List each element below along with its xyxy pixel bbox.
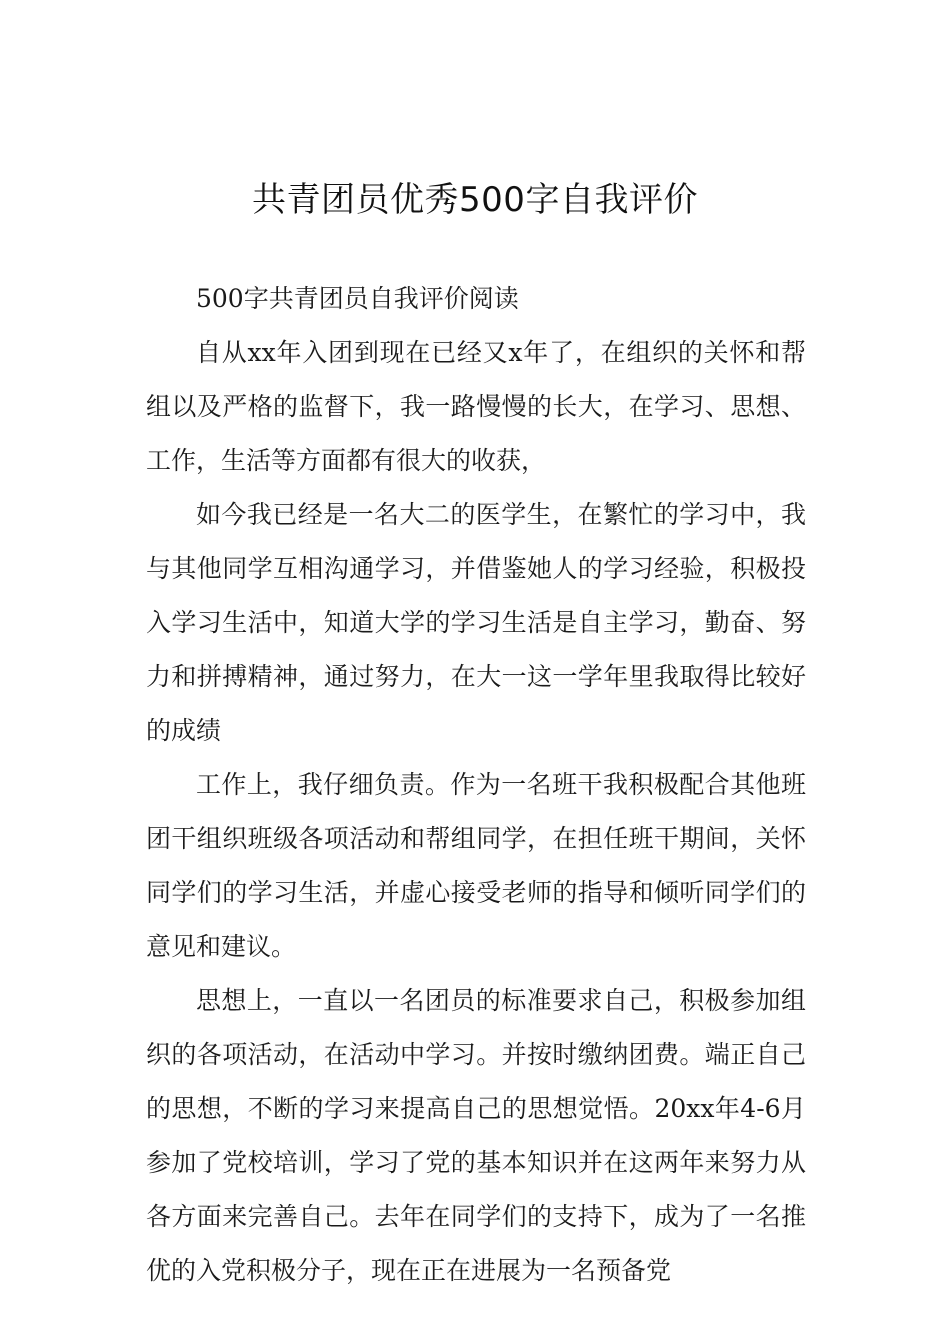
document-body [146,272,806,1298]
paragraph-intro: 自从xx年入团到现在已经又x年了，在组织的关怀和帮组以及严格的监督下，我一路慢慢的长大，在学习、思想、工作，生活等方面都有很大的收获， [146,338,806,475]
paragraph-work: 工作上，我仔细负责。作为一名班干我积极配合其他班团干组织班级各项活动和帮组同学，在担任班干期间，关怀同学们的学习生活，并虚心接受老师的指导和倾听同学们的意见和建议。 [146,770,806,961]
paragraph-subtitle: 500字共青团员自我评价阅读 [196,284,519,313]
document-title: 共青团员优秀500字自我评价 [252,180,698,220]
paragraph-study: 如今我已经是一名大二的医学生，在繁忙的学习中，我与其他同学互相沟通学习，并借鉴她人的学习经验，积极投入学习生活中，知道大学的学习生活是自主学习，勤奋、努力和拼搏精神，通过努力，在大一这一学年里我取得比较好的成绩 [146,500,806,745]
paragraph-thought: 思想上，一直以一名团员的标准要求自己，积极参加组织的各项活动，在活动中学习。并按时缴纳团费。端正自己的思想，不断的学习来提高自己的思想觉悟。20xx年4-6月参加了党校培训，学习了党的基本知识并在这两年来努力从各方面来完善自己。去年在同学们的支持下，成为了一名推优的入党积极分子，现在正在进展为一名预备党 [146,986,806,1285]
